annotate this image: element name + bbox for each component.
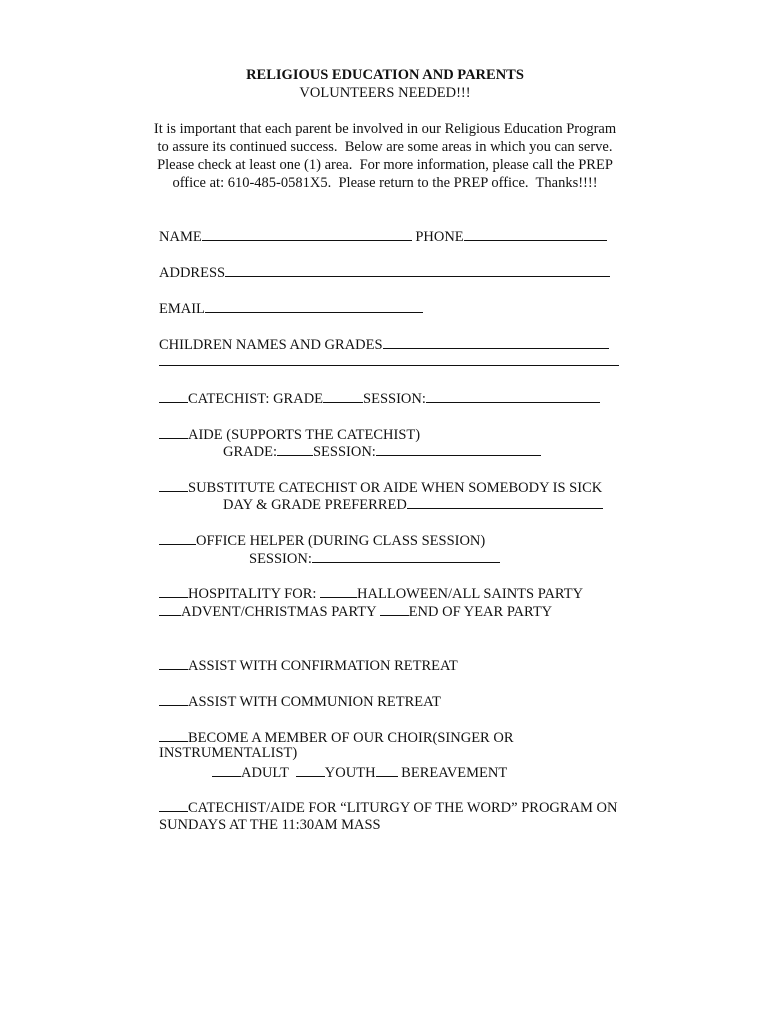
office-helper-label: OFFICE HELPER (DURING CLASS SESSION) [196, 533, 486, 549]
catechist-label: CATECHIST: GRADE [188, 391, 324, 407]
address-field[interactable] [225, 262, 610, 277]
children-row [159, 334, 609, 354]
intro-line-4: office at: 610-485-0581X5. Please return to the PREP office. Thanks!!!! [172, 175, 598, 191]
advent-checkbox[interactable] [159, 601, 181, 616]
phone-label: PHONE [415, 229, 464, 245]
liturgy-label-2: SUNDAYS AT THE 11:30AM MASS [159, 817, 381, 833]
catechist-checkbox[interactable] [159, 388, 188, 403]
end-of-year-label: END OF YEAR PARTY [408, 604, 553, 620]
confirmation-label: ASSIST WITH CONFIRMATION RETREAT [188, 658, 458, 674]
catechist-row [159, 388, 600, 408]
youth-label: YOUTH [324, 765, 376, 781]
catechist-session-field[interactable] [426, 388, 600, 403]
aide-session-field[interactable] [376, 441, 541, 456]
catechist-session-label: SESSION: [363, 391, 426, 407]
children-label: CHILDREN NAMES AND GRADES [159, 337, 383, 353]
adult-checkbox[interactable] [212, 762, 241, 777]
communion-label: ASSIST WITH COMMUNION RETREAT [188, 694, 441, 710]
youth-checkbox[interactable] [296, 762, 325, 777]
adult-label: ADULT [241, 765, 293, 781]
address-label: ADDRESS [159, 265, 226, 281]
email-row [159, 298, 423, 318]
address-row [159, 262, 610, 282]
advent-label: ADVENT/CHRISTMAS PARTY [181, 604, 380, 620]
children-field-line-2[interactable] [159, 365, 619, 366]
name-phone-row [159, 226, 607, 246]
name-field[interactable] [202, 226, 412, 241]
aide-grade-label: GRADE: [223, 444, 277, 460]
substitute-day-label: DAY & GRADE PREFERRED [223, 497, 407, 513]
office-helper-checkbox[interactable] [159, 530, 196, 545]
halloween-checkbox[interactable] [320, 583, 357, 598]
choir-label-1: BECOME A MEMBER OF OUR CHOIR(SINGER OR [188, 730, 514, 746]
confirmation-row [159, 655, 458, 675]
aide-grade-field[interactable] [277, 441, 313, 456]
confirmation-checkbox[interactable] [159, 655, 188, 670]
hospitality-row-2 [159, 601, 552, 621]
substitute-checkbox[interactable] [159, 477, 188, 492]
substitute-day-row [223, 494, 603, 514]
communion-checkbox[interactable] [159, 691, 188, 706]
aide-session-label: SESSION: [312, 444, 376, 460]
bereavement-label: BEREAVEMENT [397, 765, 508, 781]
end-of-year-checkbox[interactable] [380, 601, 409, 616]
hospitality-row [159, 583, 583, 603]
email-label: EMAIL [159, 301, 205, 317]
liturgy-checkbox[interactable] [159, 797, 188, 812]
halloween-label: HALLOWEEN/ALL SAINTS PARTY [357, 586, 584, 602]
bereavement-checkbox[interactable] [376, 762, 398, 777]
intro-line-2: to assure its continued success. Below are some areas in which you can serve. [157, 139, 613, 155]
aide-details-row [223, 441, 541, 461]
hospitality-label: HOSPITALITY FOR: [188, 586, 321, 602]
liturgy-row [159, 797, 618, 817]
aide-checkbox[interactable] [159, 424, 188, 439]
office-session-field[interactable] [312, 548, 500, 563]
hospitality-checkbox[interactable] [159, 583, 188, 598]
office-session-row [249, 548, 500, 568]
office-helper-row [159, 530, 485, 550]
phone-field[interactable] [464, 226, 607, 241]
office-session-label: SESSION: [249, 551, 312, 567]
intro-line-1: It is important that each parent be involved in our Religious Education Program [153, 121, 617, 137]
substitute-day-field[interactable] [407, 494, 603, 509]
substitute-label: SUBSTITUTE CATECHIST OR AIDE WHEN SOMEBODY IS SICK [188, 480, 603, 496]
email-field[interactable] [205, 298, 423, 313]
catechist-grade-field[interactable] [323, 388, 363, 403]
liturgy-label-1: CATECHIST/AIDE FOR “LITURGY OF THE WORD” PROGRAM ON [188, 800, 618, 816]
choir-type-row [212, 762, 507, 782]
choir-checkbox[interactable] [159, 727, 188, 742]
name-label: NAME [159, 229, 202, 245]
form-subtitle: VOLUNTEERS NEEDED!!! [299, 85, 471, 101]
children-field[interactable] [383, 334, 609, 349]
form-title: RELIGIOUS EDUCATION AND PARENTS [246, 67, 524, 83]
aide-label: AIDE (SUPPORTS THE CATECHIST) [188, 427, 421, 443]
communion-row [159, 691, 441, 711]
intro-line-3: Please check at least one (1) area. For more information, please call the PREP [157, 157, 613, 173]
choir-label-2: INSTRUMENTALIST) [159, 745, 298, 761]
